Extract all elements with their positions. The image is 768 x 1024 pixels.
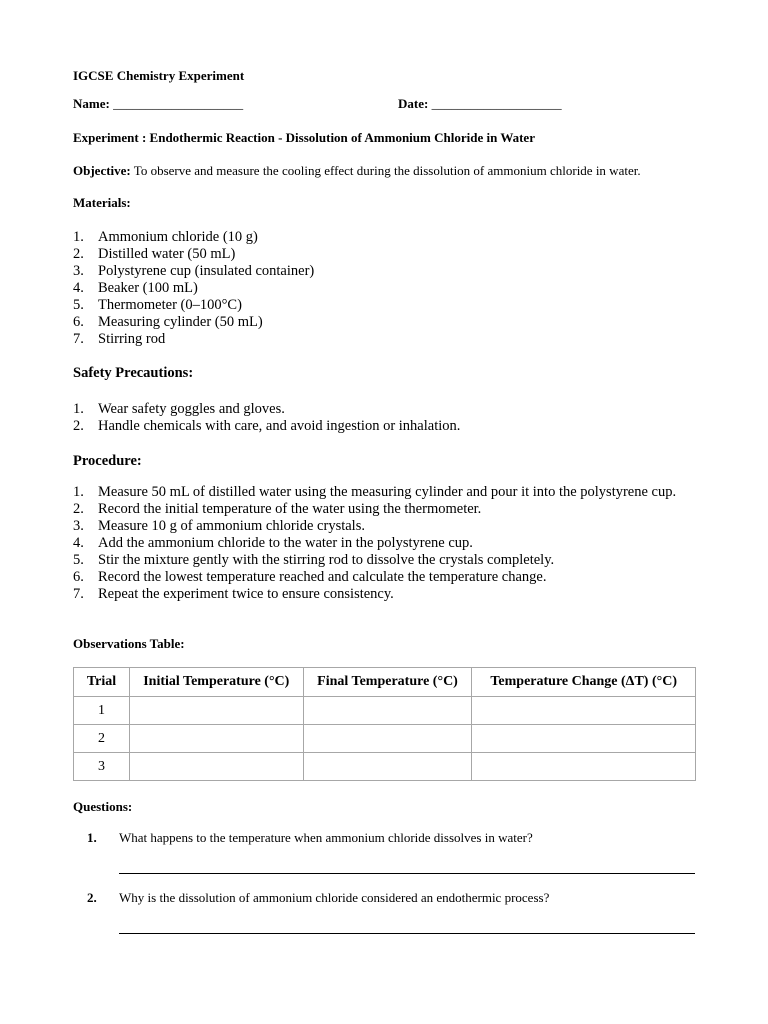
list-item: 4. Add the ammonium chloride to the water in the polystyrene cup. <box>73 535 473 551</box>
experiment-title: Experiment : Endothermic Reaction - Dissolution of Ammonium Chloride in Water <box>73 130 535 145</box>
trial-cell: 1 <box>74 697 130 725</box>
list-item: 7. Repeat the experiment twice to ensure consistency. <box>73 586 394 602</box>
date-line <box>398 96 562 112</box>
name-label: Name: <box>73 96 110 111</box>
safety-heading: Safety Precautions: <box>73 365 194 381</box>
list-item: 6. Record the lowest temperature reached and calculate the temperature change. <box>73 569 547 585</box>
question-text: Why is the dissolution of ammonium chloride considered an endothermic process? <box>119 890 550 905</box>
list-item: 1. Wear safety goggles and gloves. <box>73 401 285 417</box>
temp-change-cell[interactable] <box>472 697 696 725</box>
final-temp-cell[interactable] <box>303 753 472 781</box>
trial-cell: 2 <box>74 725 130 753</box>
question-text: What happens to the temperature when ammonium chloride dissolves in water? <box>119 830 533 845</box>
initial-temp-cell[interactable] <box>129 725 303 753</box>
name-line <box>73 96 243 112</box>
questions-heading: Questions: <box>73 799 133 814</box>
list-item: 6. Measuring cylinder (50 mL) <box>73 314 263 330</box>
observations-table <box>73 667 696 781</box>
answer-line-1[interactable] <box>119 873 695 874</box>
column-header-temp-change: Temperature Change (ΔT) (°C) <box>472 668 696 697</box>
list-item: 2. Distilled water (50 mL) <box>73 246 236 262</box>
final-temp-cell[interactable] <box>303 697 472 725</box>
table-row <box>74 697 696 725</box>
procedure-list <box>73 484 703 603</box>
answer-line-2[interactable] <box>119 933 695 934</box>
list-item: 2. Handle chemicals with care, and avoid ingestion or inhalation. <box>73 418 461 434</box>
list-item: 1. Measure 50 mL of distilled water using the measuring cylinder and pour it into the polystyrene cup. <box>73 484 677 500</box>
column-header-trial: Trial <box>74 668 130 697</box>
observations-heading: Observations Table: <box>73 636 185 651</box>
table-row <box>74 725 696 753</box>
list-item: 3. Polystyrene cup (insulated container) <box>73 263 315 279</box>
table-header-row <box>74 668 696 697</box>
name-field[interactable]: ____________________ <box>113 96 244 111</box>
date-field[interactable]: ____________________ <box>431 96 562 111</box>
trial-cell: 3 <box>74 753 130 781</box>
objective <box>73 163 641 179</box>
worksheet-title: IGCSE Chemistry Experiment <box>73 68 245 83</box>
list-item: 2. Record the initial temperature of the water using the thermometer. <box>73 501 482 517</box>
procedure-heading: Procedure: <box>73 453 142 469</box>
question-number: 2. <box>87 890 97 905</box>
list-item: 3. Measure 10 g of ammonium chloride crystals. <box>73 518 365 534</box>
temp-change-cell[interactable] <box>472 725 696 753</box>
materials-heading: Materials: <box>73 195 131 210</box>
column-header-final-temp: Final Temperature (°C) <box>303 668 472 697</box>
list-item: 7. Stirring rod <box>73 331 166 347</box>
list-item: 1. Ammonium chloride (10 g) <box>73 229 258 245</box>
temp-change-cell[interactable] <box>472 753 696 781</box>
date-label: Date: <box>398 96 429 111</box>
safety-list <box>73 401 703 435</box>
column-header-initial-temp: Initial Temperature (°C) <box>129 668 303 697</box>
list-item: 5. Stir the mixture gently with the stirring rod to dissolve the crystals completely. <box>73 552 555 568</box>
objective-text: To observe and measure the cooling effect during the dissolution of ammonium chloride in water. <box>133 163 641 178</box>
list-item: 4. Beaker (100 mL) <box>73 280 198 296</box>
materials-list <box>73 229 703 348</box>
objective-label: Objective: <box>73 163 131 178</box>
question-number: 1. <box>87 830 97 845</box>
table-row <box>74 753 696 781</box>
final-temp-cell[interactable] <box>303 725 472 753</box>
initial-temp-cell[interactable] <box>129 697 303 725</box>
initial-temp-cell[interactable] <box>129 753 303 781</box>
list-item: 5. Thermometer (0–100°C) <box>73 297 242 313</box>
